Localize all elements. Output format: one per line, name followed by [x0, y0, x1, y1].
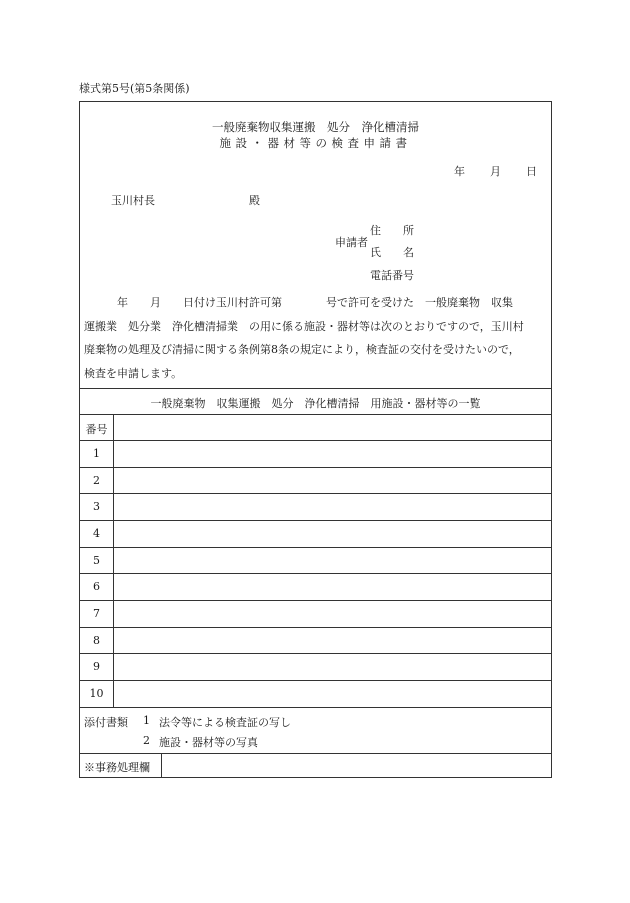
- attachment-item: 施設・器材等の写真: [159, 736, 258, 749]
- table-row-number: 4: [93, 527, 100, 540]
- table-row-number: 7: [93, 607, 100, 620]
- table-row-border: [80, 547, 551, 548]
- application-form: [79, 101, 552, 778]
- attachment-number: 2: [143, 734, 150, 747]
- table-row-border: [80, 493, 551, 494]
- table-row-number: 8: [93, 634, 100, 647]
- date-month-label: 月: [490, 165, 501, 178]
- number-column-header: 番号: [85, 423, 108, 436]
- form-title-line2: 施設・器材等の検査申請書: [219, 136, 412, 150]
- statement-line: 廃棄物の処理及び清掃に関する条例第8条の規定により，検査証の交付を受けたいので，: [84, 343, 520, 356]
- office-use-label: ※事務処理欄: [84, 761, 150, 774]
- table-row-border: [80, 600, 551, 601]
- table-row-number: 10: [89, 687, 104, 700]
- attachments-label: 添付書類: [84, 716, 128, 729]
- date-year-label: 年: [454, 165, 465, 178]
- divider: [80, 388, 551, 389]
- statement-line: 運搬業 処分業 浄化槽清掃業 の用に係る施設・器材等は次のとおりですので，玉川村: [84, 319, 524, 333]
- form-title-line1: 一般廃棄物収集運搬 処分 浄化槽清掃: [212, 120, 419, 134]
- addressee-name: 玉川村長: [111, 194, 155, 207]
- table-row-border: [80, 680, 551, 681]
- table-row-number: 1: [93, 447, 100, 460]
- table-row-number: 9: [93, 660, 100, 673]
- divider: [80, 414, 551, 415]
- table-row-border: [80, 573, 551, 574]
- office-use-field: [162, 754, 551, 777]
- table-row-number: 2: [93, 474, 100, 487]
- table-row-number: 5: [93, 554, 100, 567]
- table-row-border: [80, 653, 551, 654]
- addressee-honorific: 殿: [249, 194, 260, 207]
- table-row-border: [80, 707, 551, 708]
- applicant-name-label: 氏 名: [370, 246, 414, 259]
- applicant-address-label: 住 所: [370, 224, 414, 237]
- applicant-phone-label: 電話番号: [370, 269, 414, 282]
- statement-line: 検査を申請します。: [84, 366, 183, 380]
- table-row-border: [80, 467, 551, 468]
- date-day-label: 日: [526, 165, 537, 178]
- column-divider: [113, 414, 114, 707]
- application-statement: [84, 291, 548, 385]
- form-number-label: 様式第5号(第5条関係): [79, 82, 190, 95]
- table-row-border: [80, 627, 551, 628]
- attachment-number: 1: [143, 714, 150, 727]
- table-row-number: 3: [93, 500, 100, 513]
- applicant-label: 申請者: [335, 236, 368, 249]
- table-row-number: 6: [93, 580, 100, 593]
- statement-line: 年 月 日付け玉川村許可第 号で許可を受けた 一般廃棄物 収集: [84, 296, 513, 309]
- equipment-list-title: 一般廃棄物 収集運搬 処分 浄化槽清掃 用施設・器材等の一覧: [150, 397, 481, 410]
- table-row-border: [80, 440, 551, 441]
- table-row-border: [80, 520, 551, 521]
- attachment-item: 法令等による検査証の写し: [159, 716, 291, 729]
